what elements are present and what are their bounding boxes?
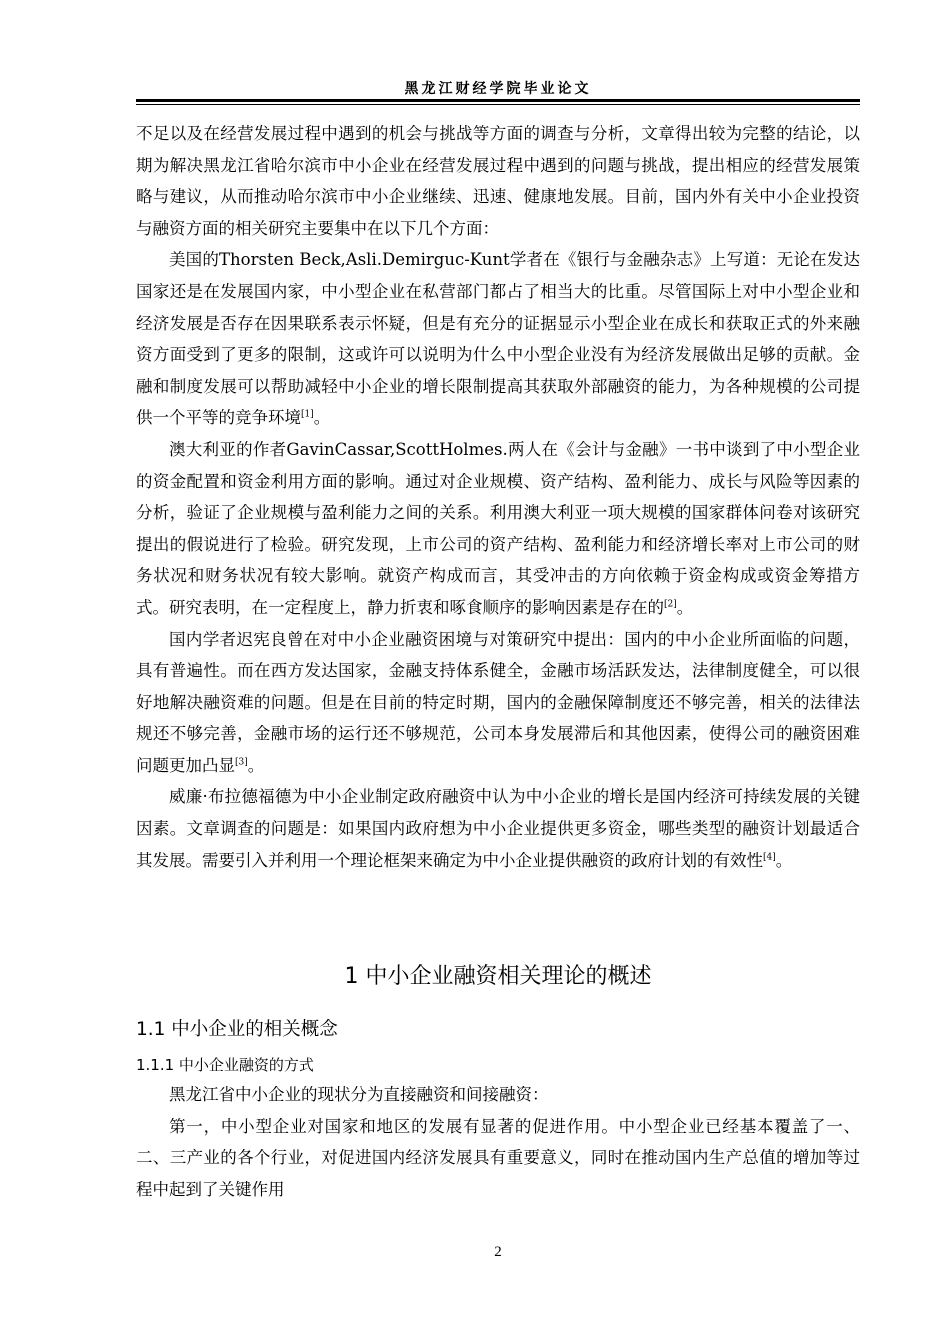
body-text [136, 118, 860, 876]
citation-ref[interactable]: [4] [763, 852, 776, 863]
citation-ref[interactable]: [2] [664, 599, 677, 610]
page-number: 2 [494, 1244, 502, 1260]
paragraph-text: 美国的Thorsten Beck,Asli.Demirguc-Kunt学者在《银行与金融杂志》上写道：无论在发达国家还是在发展国内家，中小型企业在私营部门都占了相当大的比重。尽管国际上对中小型企业和经济发展是否存在因果联系表示怀疑，但是有充分的证据显示小型企业在成长和获取正式的外来融资方面受到了更多的限制，这或许可以说明为什么中小型企业没有为经济发展做出足够的贡献。金融和制度发展可以帮助减轻中小企业的增长限制提高其获取外部融资的能力，为各种规模的公司提供一个平等的竞争环境 [136, 250, 860, 428]
section-heading: 1.1 中小企业的相关概念 [136, 1019, 338, 1040]
citation-ref[interactable]: [1] [301, 409, 314, 420]
paragraph-continuation: 不足以及在经营发展过程中遇到的机会与挑战等方面的调查与分析，文章得出较为完整的结论，以期为解决黑龙江省哈尔滨市中小企业在经营发展过程中遇到的问题与挑战，提出相应的经营发展策略与建议，从而推动哈尔滨市中小企业继续、迅速、健康地发展。目前，国内外有关中小企业投资与融资方面的相关研究主要集中在以下几个方面： [136, 124, 860, 238]
chapter-heading: 1 中小企业融资相关理论的概述 [344, 964, 652, 989]
body-text-section [136, 1079, 860, 1205]
paragraph-intro: 黑龙江省中小企业的现状分为直接融资和间接融资： [169, 1085, 549, 1104]
paragraph-end: 。 [247, 755, 265, 775]
subsection-heading: 1.1.1 中小企业融资的方式 [136, 1056, 314, 1074]
paragraph-chi [136, 624, 860, 782]
paragraph-end: 。 [313, 408, 331, 428]
paragraph-end: 。 [676, 597, 694, 617]
running-header: 黑龙江财经学院毕业论文 [404, 81, 592, 97]
paragraph-bradford [136, 781, 860, 876]
header-rule-thick [136, 99, 860, 102]
citation-ref[interactable]: [3] [235, 757, 248, 768]
header-rule-thin [136, 104, 860, 105]
paragraph-end: 。 [775, 850, 793, 870]
paragraph-text: 澳大利亚的作者GavinCassar,ScottHolmes.两人在《会计与金融》一书中谈到了中小型企业的资金配置和资金利用方面的影响。通过对企业规模、资产结构、盈利能力、成长与风险等因素的分析，验证了企业规模与盈利能力之间的关系。利用澳大利亚一项大规模的国家群体问卷对该研究提出的假说进行了检验。研究发现，上市公司的资产结构、盈利能力和经济增长率对上市公司的财务状况和财务状况有较大影响。就资产构成而言，其受冲击的方向依赖于资金构成或资金筹措方式。研究表明，在一定程度上，静力折衷和啄食顺序的影响因素是存在的 [136, 439, 860, 617]
paragraph-text: 威廉·布拉德福德为中小企业制定政府融资中认为中小企业的增长是国内经济可持续发展的关键因素。文章调查的问题是：如果国内政府想为中小企业提供更多资金，哪些类型的融资计划最适合其发展。需要引入并利用一个理论框架来确定为中小企业提供融资的政府计划的有效性 [136, 787, 860, 870]
paragraph-text: 国内学者迟宪良曾在对中小企业融资困境与对策研究中提出：国内的中小企业所面临的问题，具有普遍性。而在西方发达国家，金融支持体系健全，金融市场活跃发达，法律制度健全，可以很好地解决融资难的问题。但是在目前的特定时期，国内的金融保障制度还不够完善，相关的法律法规还不够完善，金融市场的运行还不够规范，公司本身发展滞后和其他因素，使得公司的融资困难问题更加凸显 [136, 629, 860, 775]
paragraph-cassar [136, 434, 860, 624]
paragraph-beck [136, 244, 860, 434]
paragraph-first: 第一，中小型企业对国家和地区的发展有显著的促进作用。中小型企业已经基本覆盖了一、二、三产业的各个行业，对促进国内经济发展具有重要意义，同时在推动国内生产总值的增加等过程中起到了关键作用 [136, 1116, 860, 1199]
